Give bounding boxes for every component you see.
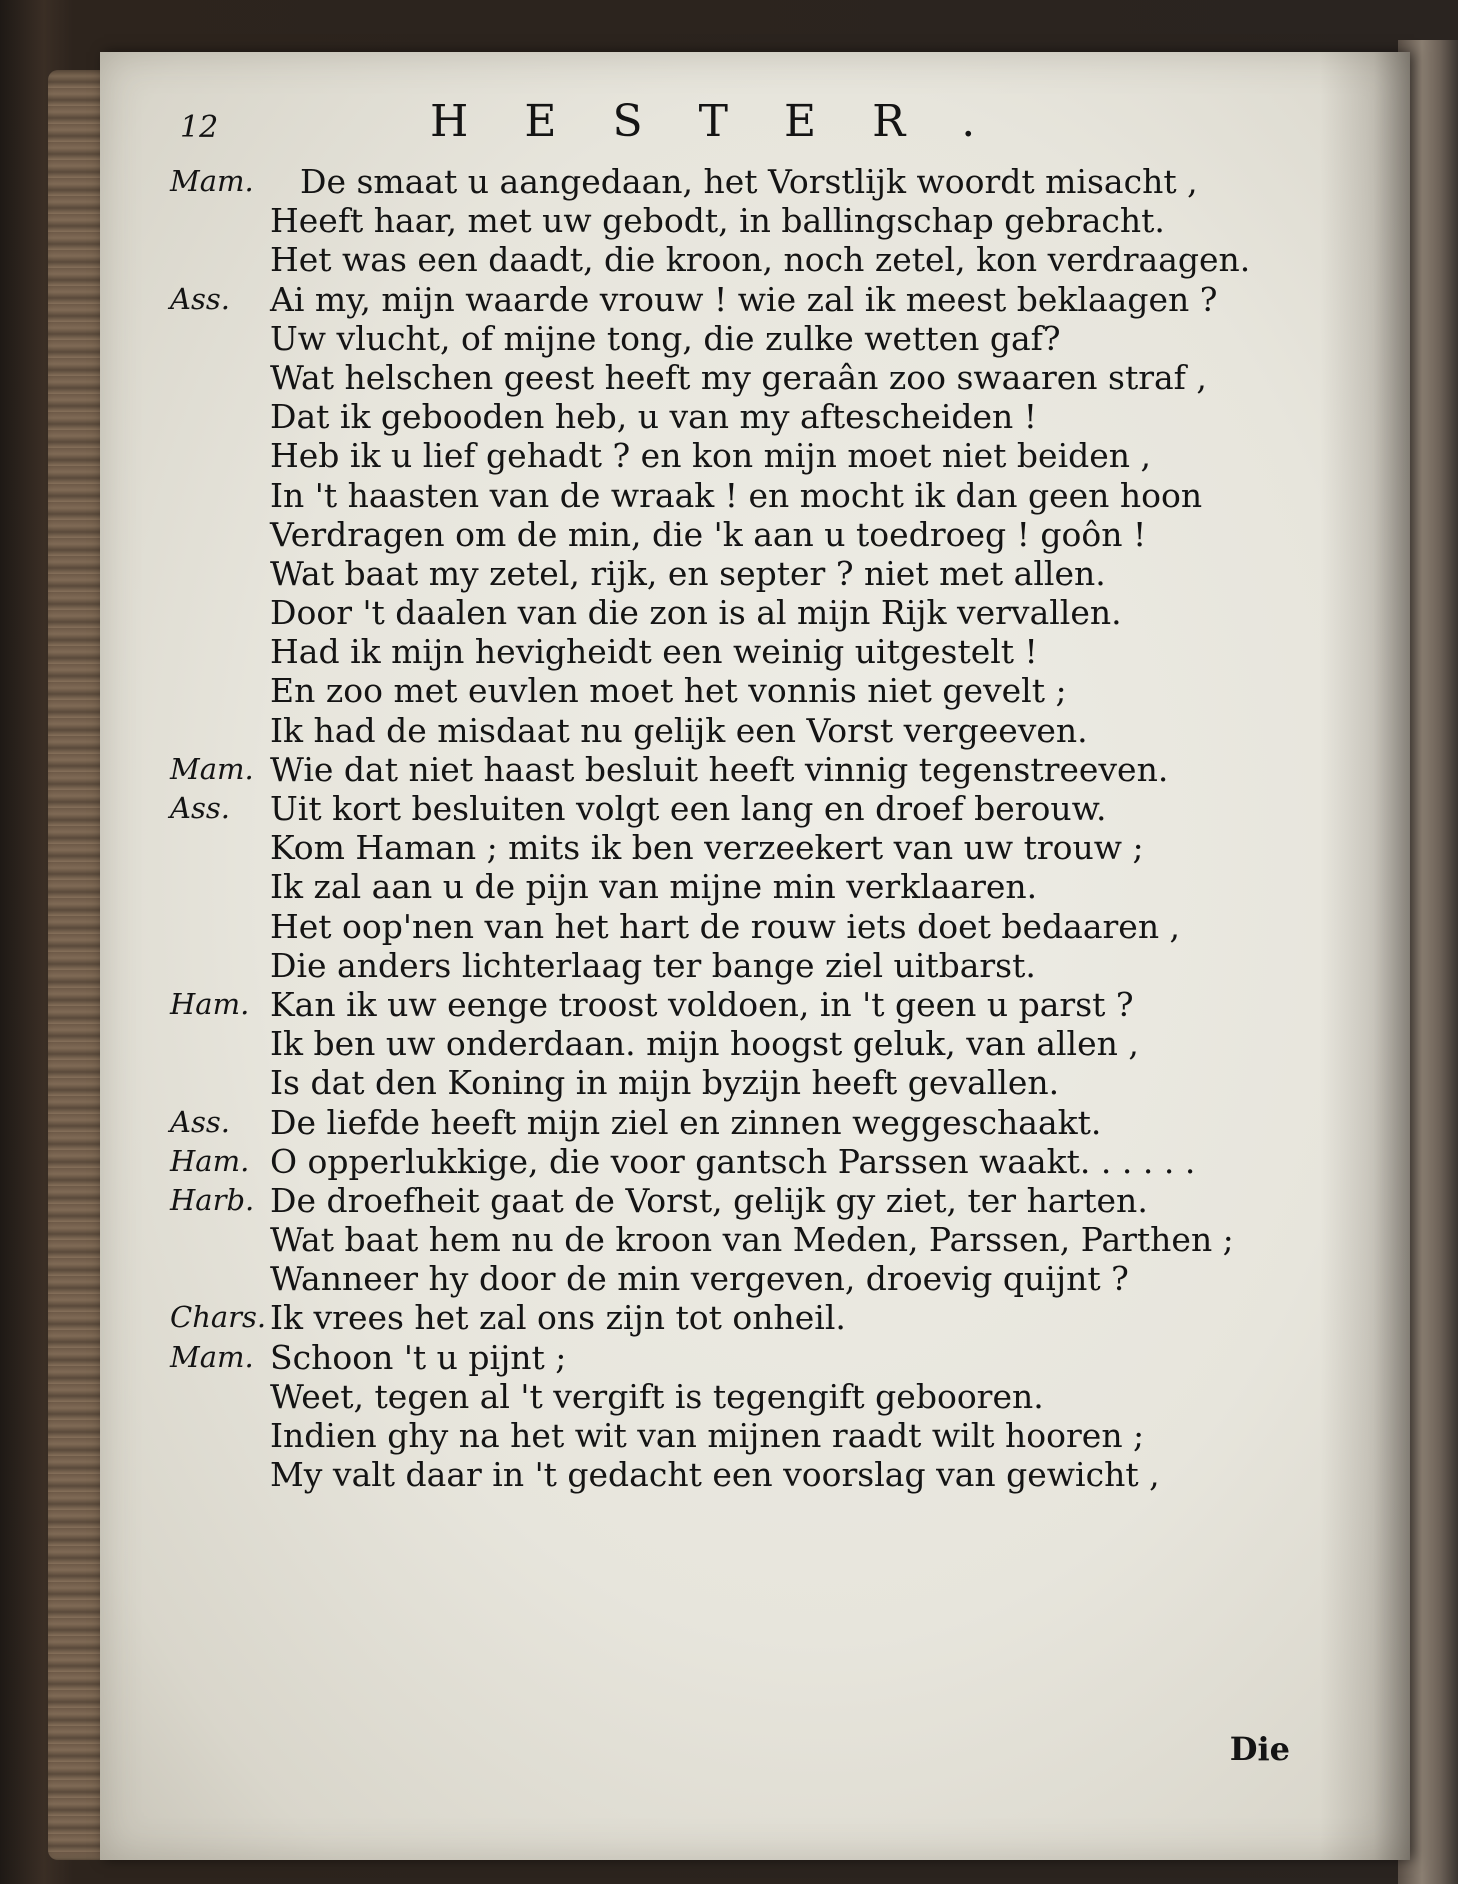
speaker-label: Mam. xyxy=(170,1339,254,1374)
speaker-label: Mam. xyxy=(170,164,254,198)
verse-line xyxy=(170,1298,1290,1337)
verse-text: Dat ik gebooden heb, u van my aftescheiden ! xyxy=(270,397,1038,437)
verse-text: Het was een daadt, die kroon, noch zetel, kon verdraagen. xyxy=(270,240,1251,280)
verse-line xyxy=(170,828,1290,867)
verse-line xyxy=(170,907,1290,946)
verse-line xyxy=(170,319,1290,358)
verse-text: Die anders lichterlaag ter bange ziel uitbarst. xyxy=(270,945,1036,985)
book-page xyxy=(100,52,1410,1860)
verse-text: Is dat den Koning in mijn byzijn heeft gevallen. xyxy=(270,1063,1060,1103)
verse-text: Had ik mijn hevigheidt een weinig uitgestelt ! xyxy=(270,632,1038,672)
verse-text: En zoo met euvlen moet het vonnis niet gevelt ; xyxy=(270,671,1067,711)
verse-line xyxy=(170,280,1290,319)
verse-text: Het oop'nen van het hart de rouw iets doet bedaaren , xyxy=(270,906,1181,946)
speaker-label: Mam. xyxy=(170,751,254,786)
verse-line xyxy=(170,632,1290,671)
verse-text: Verdragen om de min, die 'k aan u toedroeg ! goôn ! xyxy=(270,514,1147,554)
verse-text: Wie dat niet haast besluit heeft vinnig tegenstreeven. xyxy=(270,749,1169,789)
verse-line xyxy=(170,515,1290,554)
verse-line xyxy=(170,1181,1290,1220)
verse-text: Ik had de misdaat nu gelijk een Vorst vergeeven. xyxy=(270,710,1088,750)
verse-text: Weet, tegen al 't vergift is tegengift gebooren. xyxy=(270,1376,1044,1416)
verse-line xyxy=(170,711,1290,750)
verse-text: O opperlukkige, die voor gantsch Parssen waakt. . . . . . xyxy=(270,1141,1196,1181)
verse-text: De droefheit gaat de Vorst, gelijk gy ziet, ter harten. xyxy=(270,1180,1148,1220)
verse-text: Uit kort besluiten volgt een lang en droef berouw. xyxy=(270,789,1107,828)
verse-text: Ik vrees het zal ons zijn tot onheil. xyxy=(270,1298,846,1338)
verse-line xyxy=(170,985,1290,1024)
verse-line xyxy=(170,750,1290,789)
verse-text: My valt daar in 't gedacht een voorslag van gewicht , xyxy=(270,1455,1160,1495)
verse-text: Ai my, mijn waarde vrouw ! wie zal ik meest beklaagen ? xyxy=(270,279,1218,319)
speaker-label: Ham. xyxy=(170,1143,250,1178)
verse-line xyxy=(170,867,1290,906)
verse-body xyxy=(170,162,1290,1494)
verse-line xyxy=(170,671,1290,710)
verse-text: Uw vlucht, of mijne tong, die zulke wetten gaf? xyxy=(270,318,1061,358)
verse-line xyxy=(170,554,1290,593)
verse-line xyxy=(170,476,1290,515)
verse-line xyxy=(170,1063,1290,1102)
verse-text: Schoon 't u pijnt ; xyxy=(270,1337,567,1377)
verse-line xyxy=(170,1259,1290,1298)
speaker-label: Ass. xyxy=(170,791,230,825)
catchword: Die xyxy=(1229,1730,1290,1768)
page-header xyxy=(140,90,1280,150)
verse-line xyxy=(170,1024,1290,1063)
speaker-label: Ham. xyxy=(170,986,250,1021)
verse-text: Heeft haar, met uw gebodt, in ballingschap gebracht. xyxy=(270,201,1165,241)
verse-text: Ik zal aan u de pijn van mijne min verklaaren. xyxy=(270,867,1038,907)
verse-line xyxy=(170,358,1290,397)
verse-text: Wanneer hy door de min vergeven, droevig quijnt ? xyxy=(270,1259,1129,1299)
verse-text: Wat helschen geest heeft my geraân zoo swaaren straf , xyxy=(270,357,1207,397)
page-number: 12 xyxy=(180,110,219,145)
verse-text: De smaat u aangedaan, het Vorstlijk woordt misacht , xyxy=(300,162,1198,201)
speaker-label: Harb. xyxy=(170,1182,255,1217)
verse-text: De liefde heeft mijn ziel en zinnen weggeschaakt. xyxy=(270,1102,1102,1142)
verse-line xyxy=(170,593,1290,632)
verse-line xyxy=(170,789,1290,828)
verse-line xyxy=(170,1220,1290,1259)
speaker-label: Ass. xyxy=(170,281,230,316)
verse-text: Wat baat hem nu de kroon van Meden, Parssen, Parthen ; xyxy=(270,1220,1234,1260)
verse-line xyxy=(170,397,1290,436)
verse-text: In 't haasten van de wraak ! en mocht ik dan geen hoon xyxy=(270,475,1203,515)
verse-line xyxy=(170,1455,1290,1494)
verse-line xyxy=(170,162,1290,201)
verse-text: Ik ben uw onderdaan. mijn hoogst geluk, van allen , xyxy=(270,1024,1139,1064)
verse-line xyxy=(170,1142,1290,1181)
verse-text: Kan ik uw eenge troost voldoen, in 't geen u parst ? xyxy=(270,984,1134,1024)
verse-line xyxy=(170,1338,1290,1377)
verse-text: Door 't daalen van die zon is al mijn Rijk vervallen. xyxy=(270,593,1122,633)
verse-line xyxy=(170,946,1290,985)
speaker-label: Chars. xyxy=(170,1300,267,1335)
verse-text: Indien ghy na het wit van mijnen raadt wilt hooren ; xyxy=(270,1416,1145,1455)
verse-line xyxy=(170,1416,1290,1455)
speaker-label: Ass. xyxy=(170,1104,230,1139)
running-title: HESTER. xyxy=(430,96,1032,147)
verse-line xyxy=(170,240,1290,279)
verse-text: Heb ik u lief gehadt ? en kon mijn moet niet beiden , xyxy=(270,436,1152,476)
gutter-shadow xyxy=(1320,52,1410,1860)
verse-line xyxy=(170,1103,1290,1142)
verse-text: Wat baat my zetel, rijk, en septer ? niet met allen. xyxy=(270,553,1106,593)
verse-line xyxy=(170,436,1290,475)
verse-text: Kom Haman ; mits ik ben verzeekert van uw trouw ; xyxy=(270,828,1144,868)
verse-line xyxy=(170,1377,1290,1416)
verse-line xyxy=(170,201,1290,240)
